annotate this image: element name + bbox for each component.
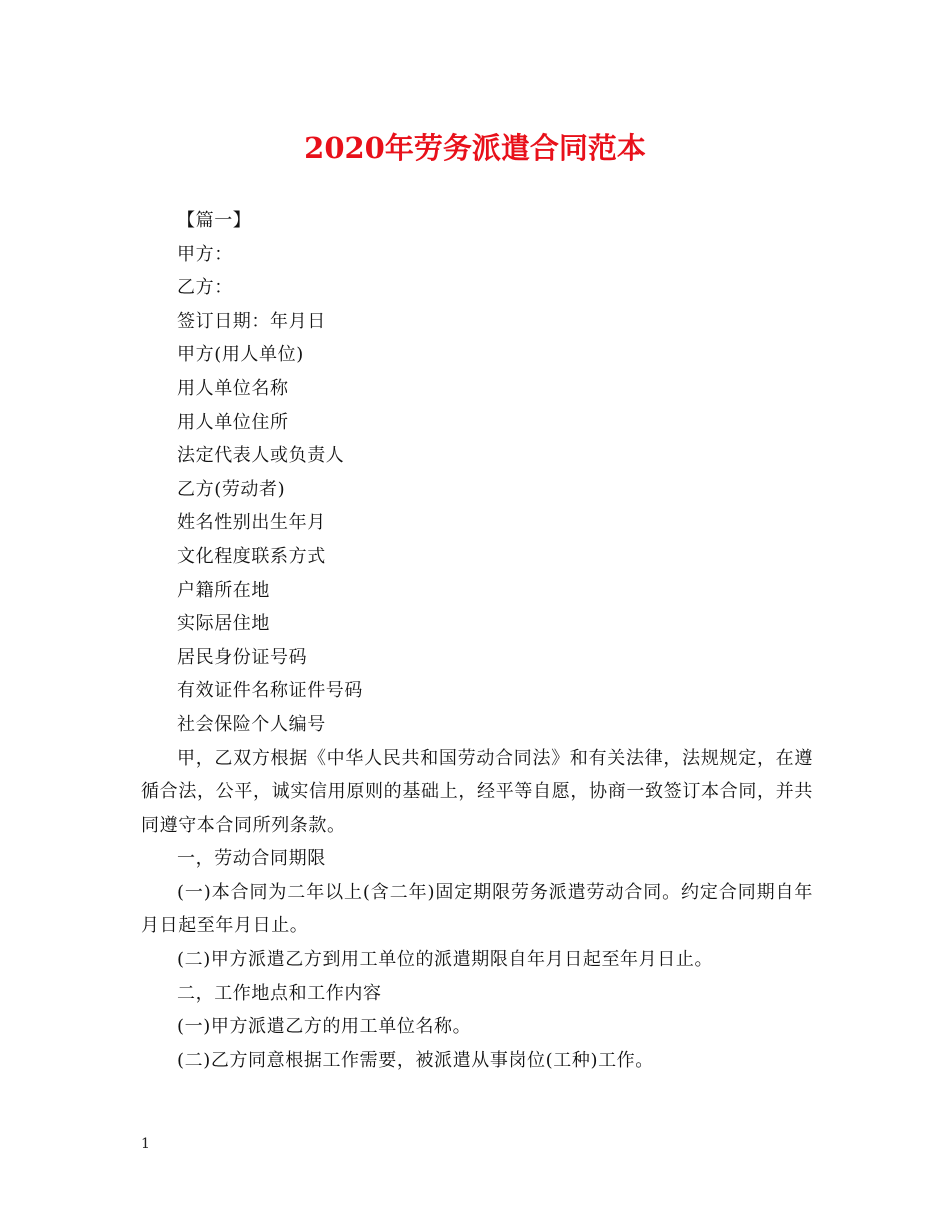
document-title: 2020年劳务派遣合同范本 xyxy=(304,131,646,165)
preamble-paragraph: 甲，乙双方根据《中华人民共和国劳动合同法》和有关法律，法规规定，在遵循合法，公平，诚实信用原则的基础上，经平等自愿，协商一致签订本合同，并共同遵守本合同所列条款。 xyxy=(141,747,813,836)
page-number: 1 xyxy=(141,1136,150,1152)
clause-heading-1: 一，劳动合同期限 xyxy=(177,848,326,870)
employer-name-line: 用人单位名称 xyxy=(177,377,289,399)
section-heading: 【篇一】 xyxy=(177,210,252,231)
legal-representative-line: 法定代表人或负责人 xyxy=(177,445,345,467)
clause-2-2: (二)乙方同意根据工作需要，被派遣从事岗位(工种)工作。 xyxy=(177,1049,654,1071)
clause-heading-2: 二，工作地点和工作内容 xyxy=(177,982,382,1004)
party-a-employer-line: 甲方(用人单位) xyxy=(177,344,304,366)
id-number-line: 居民身份证号码 xyxy=(177,646,308,668)
employer-address-line: 用人单位住所 xyxy=(177,411,289,433)
document-body xyxy=(141,204,813,1077)
party-b-label: 乙方： xyxy=(177,277,233,299)
party-a-label: 甲方： xyxy=(177,243,233,265)
education-contact-line: 文化程度联系方式 xyxy=(177,545,326,567)
valid-certificate-line: 有效证件名称证件号码 xyxy=(177,680,363,702)
party-b-worker-line: 乙方(劳动者) xyxy=(177,478,286,500)
household-registration-line: 户籍所在地 xyxy=(177,579,270,601)
clause-1-2: (二)甲方派遣乙方到用工单位的派遣期限自年月日起至年月日止。 xyxy=(177,949,714,971)
clause-2-1: (一)甲方派遣乙方的用工单位名称。 xyxy=(177,1016,472,1038)
signing-date-line: 签订日期：年月日 xyxy=(177,310,326,332)
social-insurance-line: 社会保险个人编号 xyxy=(177,713,326,735)
actual-residence-line: 实际居住地 xyxy=(177,613,270,635)
worker-name-gender-birth-line: 姓名性别出生年月 xyxy=(177,512,326,534)
clause-1-1: (一)本合同为二年以上(含二年)固定期限劳务派遣劳动合同。约定合同期自年月日起至年月日止。 xyxy=(141,881,813,937)
